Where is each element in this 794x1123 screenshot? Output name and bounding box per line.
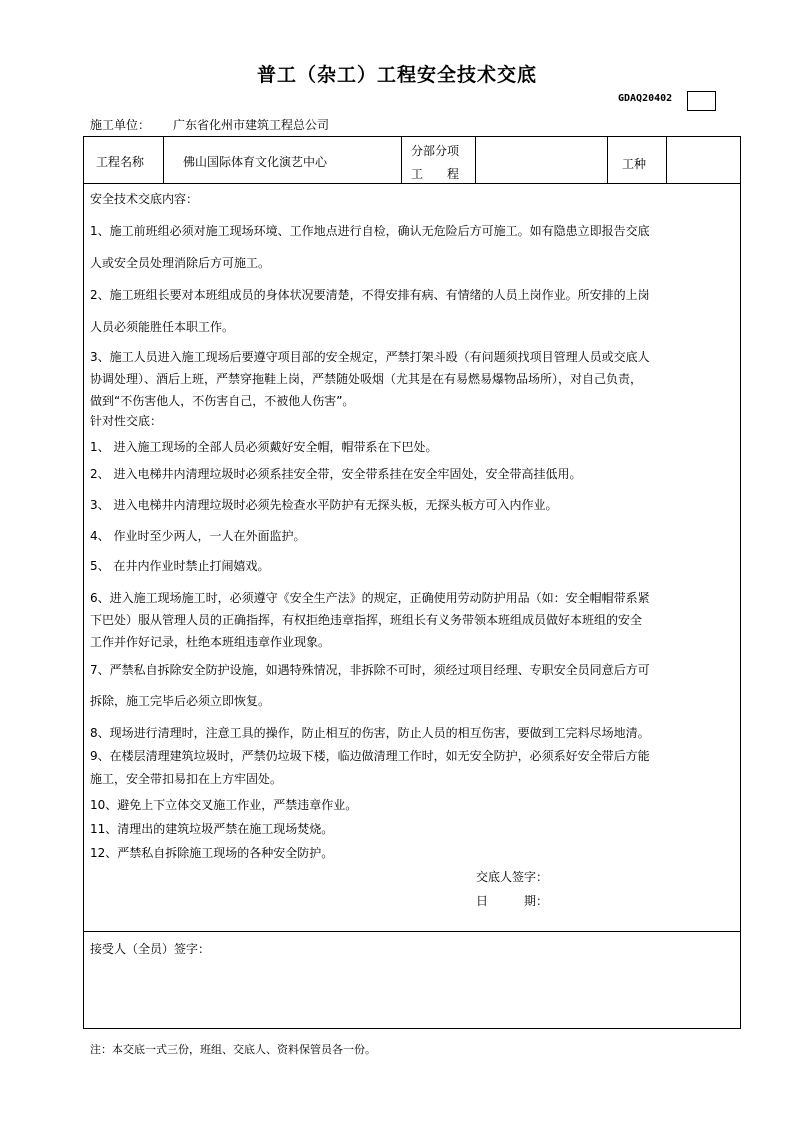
paragraph-line: 3、施工人员进入施工现场后要遵守项目部的安全规定，严禁打架斗殴（有问题须找项目管理人员或交底人 bbox=[90, 350, 650, 364]
unit-value: 广东省化州市建筑工程总公司 bbox=[173, 118, 330, 132]
receiver-signature-label: 接受人（全员）签字： bbox=[90, 942, 211, 956]
targeted-line: 1、 进入施工现场的全部人员必须戴好安全帽，帽带系在下巴处。 bbox=[90, 440, 438, 454]
document-code: GDAQ20402 bbox=[618, 93, 673, 104]
divider bbox=[607, 136, 608, 183]
targeted-heading: 针对性交底： bbox=[90, 414, 163, 428]
targeted-line: 8、现场进行清理时，注意工具的操作，防止相互的伤害，防止人员的相互伤害，要做到工完料尽场地清。 bbox=[90, 726, 650, 740]
targeted-line: 4、 作业时至少两人，一人在外面监护。 bbox=[90, 529, 306, 543]
unit-label: 施工单位： bbox=[90, 118, 151, 132]
content-heading: 安全技术交底内容： bbox=[90, 192, 199, 206]
targeted-line: 2、 进入电梯井内清理垃圾时必须系挂安全带，安全带系挂在安全牢固处，安全带高挂低用。 bbox=[90, 467, 582, 481]
project-name-label: 工程名称 bbox=[96, 155, 145, 169]
targeted-line: 11、清理出的建筑垃圾严禁在施工现场焚烧。 bbox=[90, 822, 334, 836]
targeted-line: 12、严禁私自拆除施工现场的各种安全防护。 bbox=[90, 846, 334, 860]
targeted-line: 工作并作好记录，杜绝本班组违章作业现象。 bbox=[90, 635, 331, 649]
project-name-value: 佛山国际体育文化演艺中心 bbox=[183, 155, 328, 169]
divider bbox=[401, 136, 402, 183]
divider bbox=[475, 136, 476, 183]
targeted-line: 施工，安全带扣易扣在上方牢固处。 bbox=[90, 772, 283, 786]
targeted-line: 10、避免上下立体交叉施工作业，严禁违章作业。 bbox=[90, 798, 358, 812]
divider bbox=[83, 931, 741, 932]
paragraph-line: 做到“不伤害他人，不伤害自己，不被他人伤害”。 bbox=[90, 394, 355, 408]
paragraph-line: 人员必须能胜任本职工作。 bbox=[90, 320, 235, 334]
paragraph-line: 人或安全员处理消除后方可施工。 bbox=[90, 256, 271, 270]
discloser-signature-label: 交底人签字： bbox=[476, 870, 549, 884]
paragraph-line: 协调处理）、酒后上班，严禁穿拖鞋上岗，严禁随处吸烟（尤其是在有易燃易爆物品场所），对自己负责， bbox=[90, 372, 643, 386]
divider bbox=[163, 136, 164, 183]
targeted-line: 拆除，施工完毕后必须立即恢复。 bbox=[90, 694, 271, 708]
footer-note: 注：本交底一式三份，班组、交底人、资料保管员各一份。 bbox=[90, 1043, 376, 1056]
targeted-line: 9、在楼层清理建筑垃圾时，严禁仍垃圾下楼，临边做清理工作时，如无安全防护，必须系好安全带后方能 bbox=[90, 749, 650, 763]
divider bbox=[83, 183, 741, 184]
code-box bbox=[687, 91, 716, 111]
subdivision-label: 分部分项 bbox=[411, 144, 460, 158]
targeted-line: 下巴处）服从管理人员的正确指挥，有权拒绝违章指挥，班组长有义务带领本班组成员做好本班组的安全 bbox=[90, 613, 643, 627]
paragraph-line: 2、施工班组长要对本班组成员的身体状况要清楚，不得安排有病、有情绪的人员上岗作业。所安排的上岗 bbox=[90, 288, 650, 302]
date-label: 日 期： bbox=[476, 894, 549, 908]
subdivision-label-2: 工 程 bbox=[411, 167, 460, 181]
targeted-line: 5、 在井内作业时禁止打闹嬉戏。 bbox=[90, 559, 270, 573]
targeted-line: 3、 进入电梯井内清理垃圾时必须先检查水平防护有无探头板，无探头板方可入内作业。 bbox=[90, 498, 558, 512]
targeted-line: 6、进入施工现场施工时，必须遵守《安全生产法》的规定，正确使用劳动防护用品（如：安全帽帽带系紧 bbox=[90, 591, 650, 605]
document-title: 普工（杂工）工程安全技术交底 bbox=[256, 64, 537, 86]
trade-label: 工种 bbox=[622, 157, 647, 171]
paragraph-line: 1、施工前班组必须对施工现场环境、工作地点进行自检，确认无危险后方可施工。如有隐患立即报告交底 bbox=[90, 224, 650, 238]
targeted-line: 7、严禁私自拆除安全防护设施，如遇特殊情况，非拆除不可时，须经过项目经理、专职安全员同意后方可 bbox=[90, 663, 650, 677]
divider bbox=[666, 136, 667, 183]
